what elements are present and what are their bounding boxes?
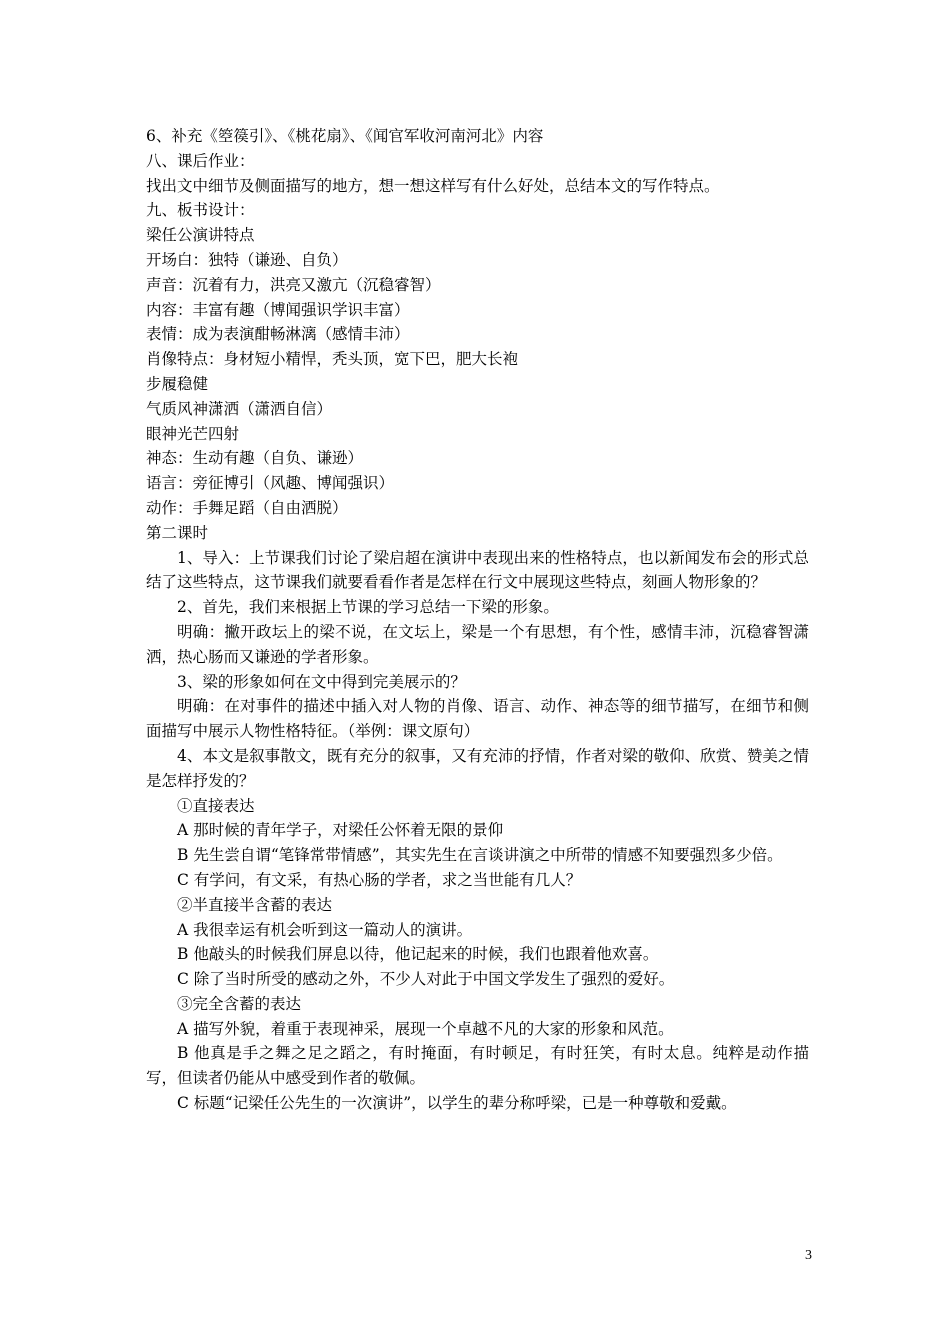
board-item: 内容：丰富有趣（博闻强识学识丰富） xyxy=(146,300,410,319)
paragraph: C 有学问，有文采，有热心肠的学者，求之当世能有几人？ xyxy=(177,870,582,889)
board-item: 语言：旁征博引（风趣、博闻强识） xyxy=(146,474,395,493)
paragraph: C 除了当时所受的感动之外，不少人对此于中国文学发生了强烈的爱好。 xyxy=(177,970,675,989)
paragraph: 明确：在对事件的描述中插入对人物的肖像、语言、动作、神态等的细节描写，在细节和侧面描写中展示人物性格特征。（举例：课文原句） xyxy=(146,697,809,741)
subheading: ②半直接半含蓄的表达 xyxy=(177,895,333,914)
paragraph: 3、梁的形象如何在文中得到完美展示的？ xyxy=(177,672,466,691)
board-item: 动作：手舞足蹈（自由洒脱） xyxy=(146,498,348,517)
board-item: 眼神光芒四射 xyxy=(146,424,240,443)
board-item: 声音：沉着有力，洪亮又激亢（沉稳睿智） xyxy=(146,275,441,294)
board-item: 肖像特点：身材短小精悍，秃头顶，宽下巴，肥大长袍 xyxy=(146,350,519,369)
text-line: 6、补充《箜篌引》、《桃花扇》、《闻官军收河南河北》内容 xyxy=(146,127,544,145)
text-line: 找出文中细节及侧面描写的地方，想一想这样写有什么好处，总结本文的写作特点。 xyxy=(146,176,720,195)
section-heading: 八、课后作业： xyxy=(146,151,255,170)
paragraph: 4、本文是叙事散文，既有充分的叙事，又有充沛的抒情，作者对梁的敬仰、欣赏、赞美之情是怎样抒发的？ xyxy=(146,746,809,790)
section-heading: 九、板书设计： xyxy=(146,201,255,220)
board-item: 开场白：独特（谦逊、自负） xyxy=(146,250,348,269)
lesson-heading: 第二课时 xyxy=(146,523,209,542)
paragraph: 2、首先，我们来根据上节课的学习总结一下梁的形象。 xyxy=(177,598,559,617)
board-item: 神态：生动有趣（自负、谦逊） xyxy=(146,449,364,468)
paragraph: A 我很幸运有机会听到这一篇动人的演讲。 xyxy=(177,920,473,939)
paragraph: A 描写外貌，着重于表现神采，展现一个卓越不凡的大家的形象和风范。 xyxy=(177,1019,674,1038)
document-body xyxy=(146,124,809,1116)
paragraph: B 他敲头的时候我们屏息以待，他记起来的时候，我们也跟着他欢喜。 xyxy=(177,945,659,964)
board-item: 表情：成为表演酣畅淋漓（感情丰沛） xyxy=(146,325,410,344)
board-title: 梁任公演讲特点 xyxy=(146,226,255,245)
board-item: 步履稳健 xyxy=(146,374,209,393)
paragraph: B 他真是手之舞之足之蹈之，有时掩面，有时顿足，有时狂笑，有时太息。纯粹是动作描写，但读者仍能从中感受到作者的敬佩。 xyxy=(146,1044,809,1088)
paragraph: B 先生尝自谓“笔锋常带情感”，其实先生在言谈讲演之中所带的情感不知要强烈多少倍。 xyxy=(177,846,783,865)
page-number: 3 xyxy=(805,1248,812,1263)
subheading: ①直接表达 xyxy=(177,796,255,815)
board-item: 气质风神潇洒（潇洒自信） xyxy=(146,399,333,418)
paragraph: 明确：撇开政坛上的梁不说，在文坛上，梁是一个有思想，有个性，感情丰沛，沉稳睿智潇洒，热心肠而又谦逊的学者形象。 xyxy=(146,622,809,666)
paragraph: A 那时候的青年学子，对梁任公怀着无限的景仰 xyxy=(177,821,504,840)
subheading: ③完全含蓄的表达 xyxy=(177,994,302,1013)
paragraph: 1、导入：上节课我们讨论了梁启超在演讲中表现出来的性格特点，也以新闻发布会的形式总结了这些特点，这节课我们就要看看作者是怎样在行文中展现这些特点，刻画人物形象的？ xyxy=(146,548,809,592)
paragraph: C 标题“记梁任公先生的一次演讲”，以学生的辈分称呼梁，已是一种尊敬和爱戴。 xyxy=(177,1094,737,1113)
